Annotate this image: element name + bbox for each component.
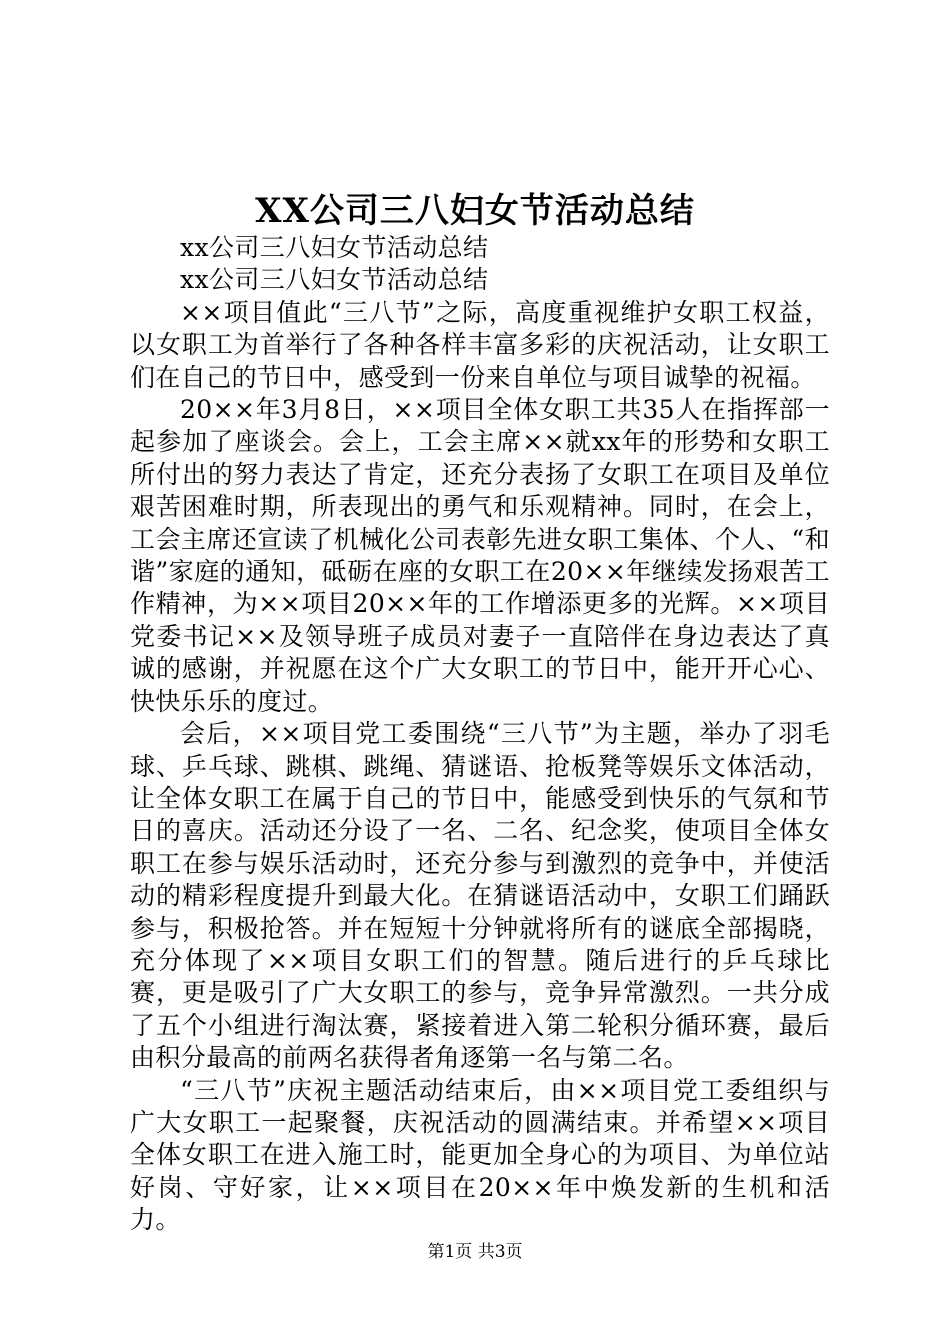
- document-title: XX公司三八妇女节活动总结: [255, 191, 695, 231]
- body-paragraph: ××项目值此“三八节”之际，高度重视维护女职工权益，以女职工为首举行了各种各样丰富多彩的庆祝活动，让女职工们在自己的节日中，感受到一份来自单位与项目诚挚的祝福。: [130, 297, 830, 392]
- body-paragraph: 20××年3月8日，××项目全体女职工共35人在指挥部一起参加了座谈会。会上，工会主席××就xx年的形势和女职工所付出的努力表达了肯定，还充分表扬了女职工在项目及单位艰苦困难时期，所表现出的勇气和乐观精神。同时，在会上，工会主席还宣读了机械化公司表彰先进女职工集体、个人、“和谐”家庭的通知，砥砺在座的女职工在20××年继续发扬艰苦工作精神，为××项目20××年的工作增添更多的光辉。××项目党委书记××及领导班子成员对妻子一直陪伴在身边表达了真诚的感谢，并祝愿在这个广大女职工的节日中，能开开心心、快快乐乐的度过。: [130, 395, 830, 716]
- document-body: [130, 232, 830, 1237]
- body-paragraph: xx公司三八妇女节活动总结: [180, 265, 489, 295]
- body-paragraph: “三八节”庆祝主题活动结束后，由××项目党工委组织与广大女职工一起聚餐，庆祝活动的圆满结束。并希望××项目全体女职工在进入施工时，能更加全身心的为项目、为单位站好岗、守好家，让××项目在20××年中焕发新的生机和活力。: [130, 1075, 830, 1235]
- body-paragraph: xx公司三八妇女节活动总结: [180, 233, 489, 262]
- page-number-footer: 第1页 共3页: [427, 1242, 523, 1262]
- body-paragraph: 会后，××项目党工委围绕“三八节”为主题，举办了羽毛球、乒乓球、跳棋、跳绳、猜谜语、抢板凳等娱乐文体活动，让全体女职工在属于自己的节日中，能感受到快乐的气氛和节日的喜庆。活动还分设了一名、二名、纪念奖，使项目全体女职工在参与娱乐活动时，还充分参与到激烈的竞争中，并使活动的精彩程度提升到最大化。在猜谜语活动中，女职工们踊跃参与，积极抢答。并在短短十分钟就将所有的谜底全部揭晓，充分体现了××项目女职工们的智慧。随后进行的乒乓球比赛，更是吸引了广大女职工的参与，竞争异常激烈。一共分成了五个小组进行淘汰赛，紧接着进入第二轮积分循环赛，最后由积分最高的前两名获得者角逐第一名与第二名。: [130, 719, 830, 1073]
